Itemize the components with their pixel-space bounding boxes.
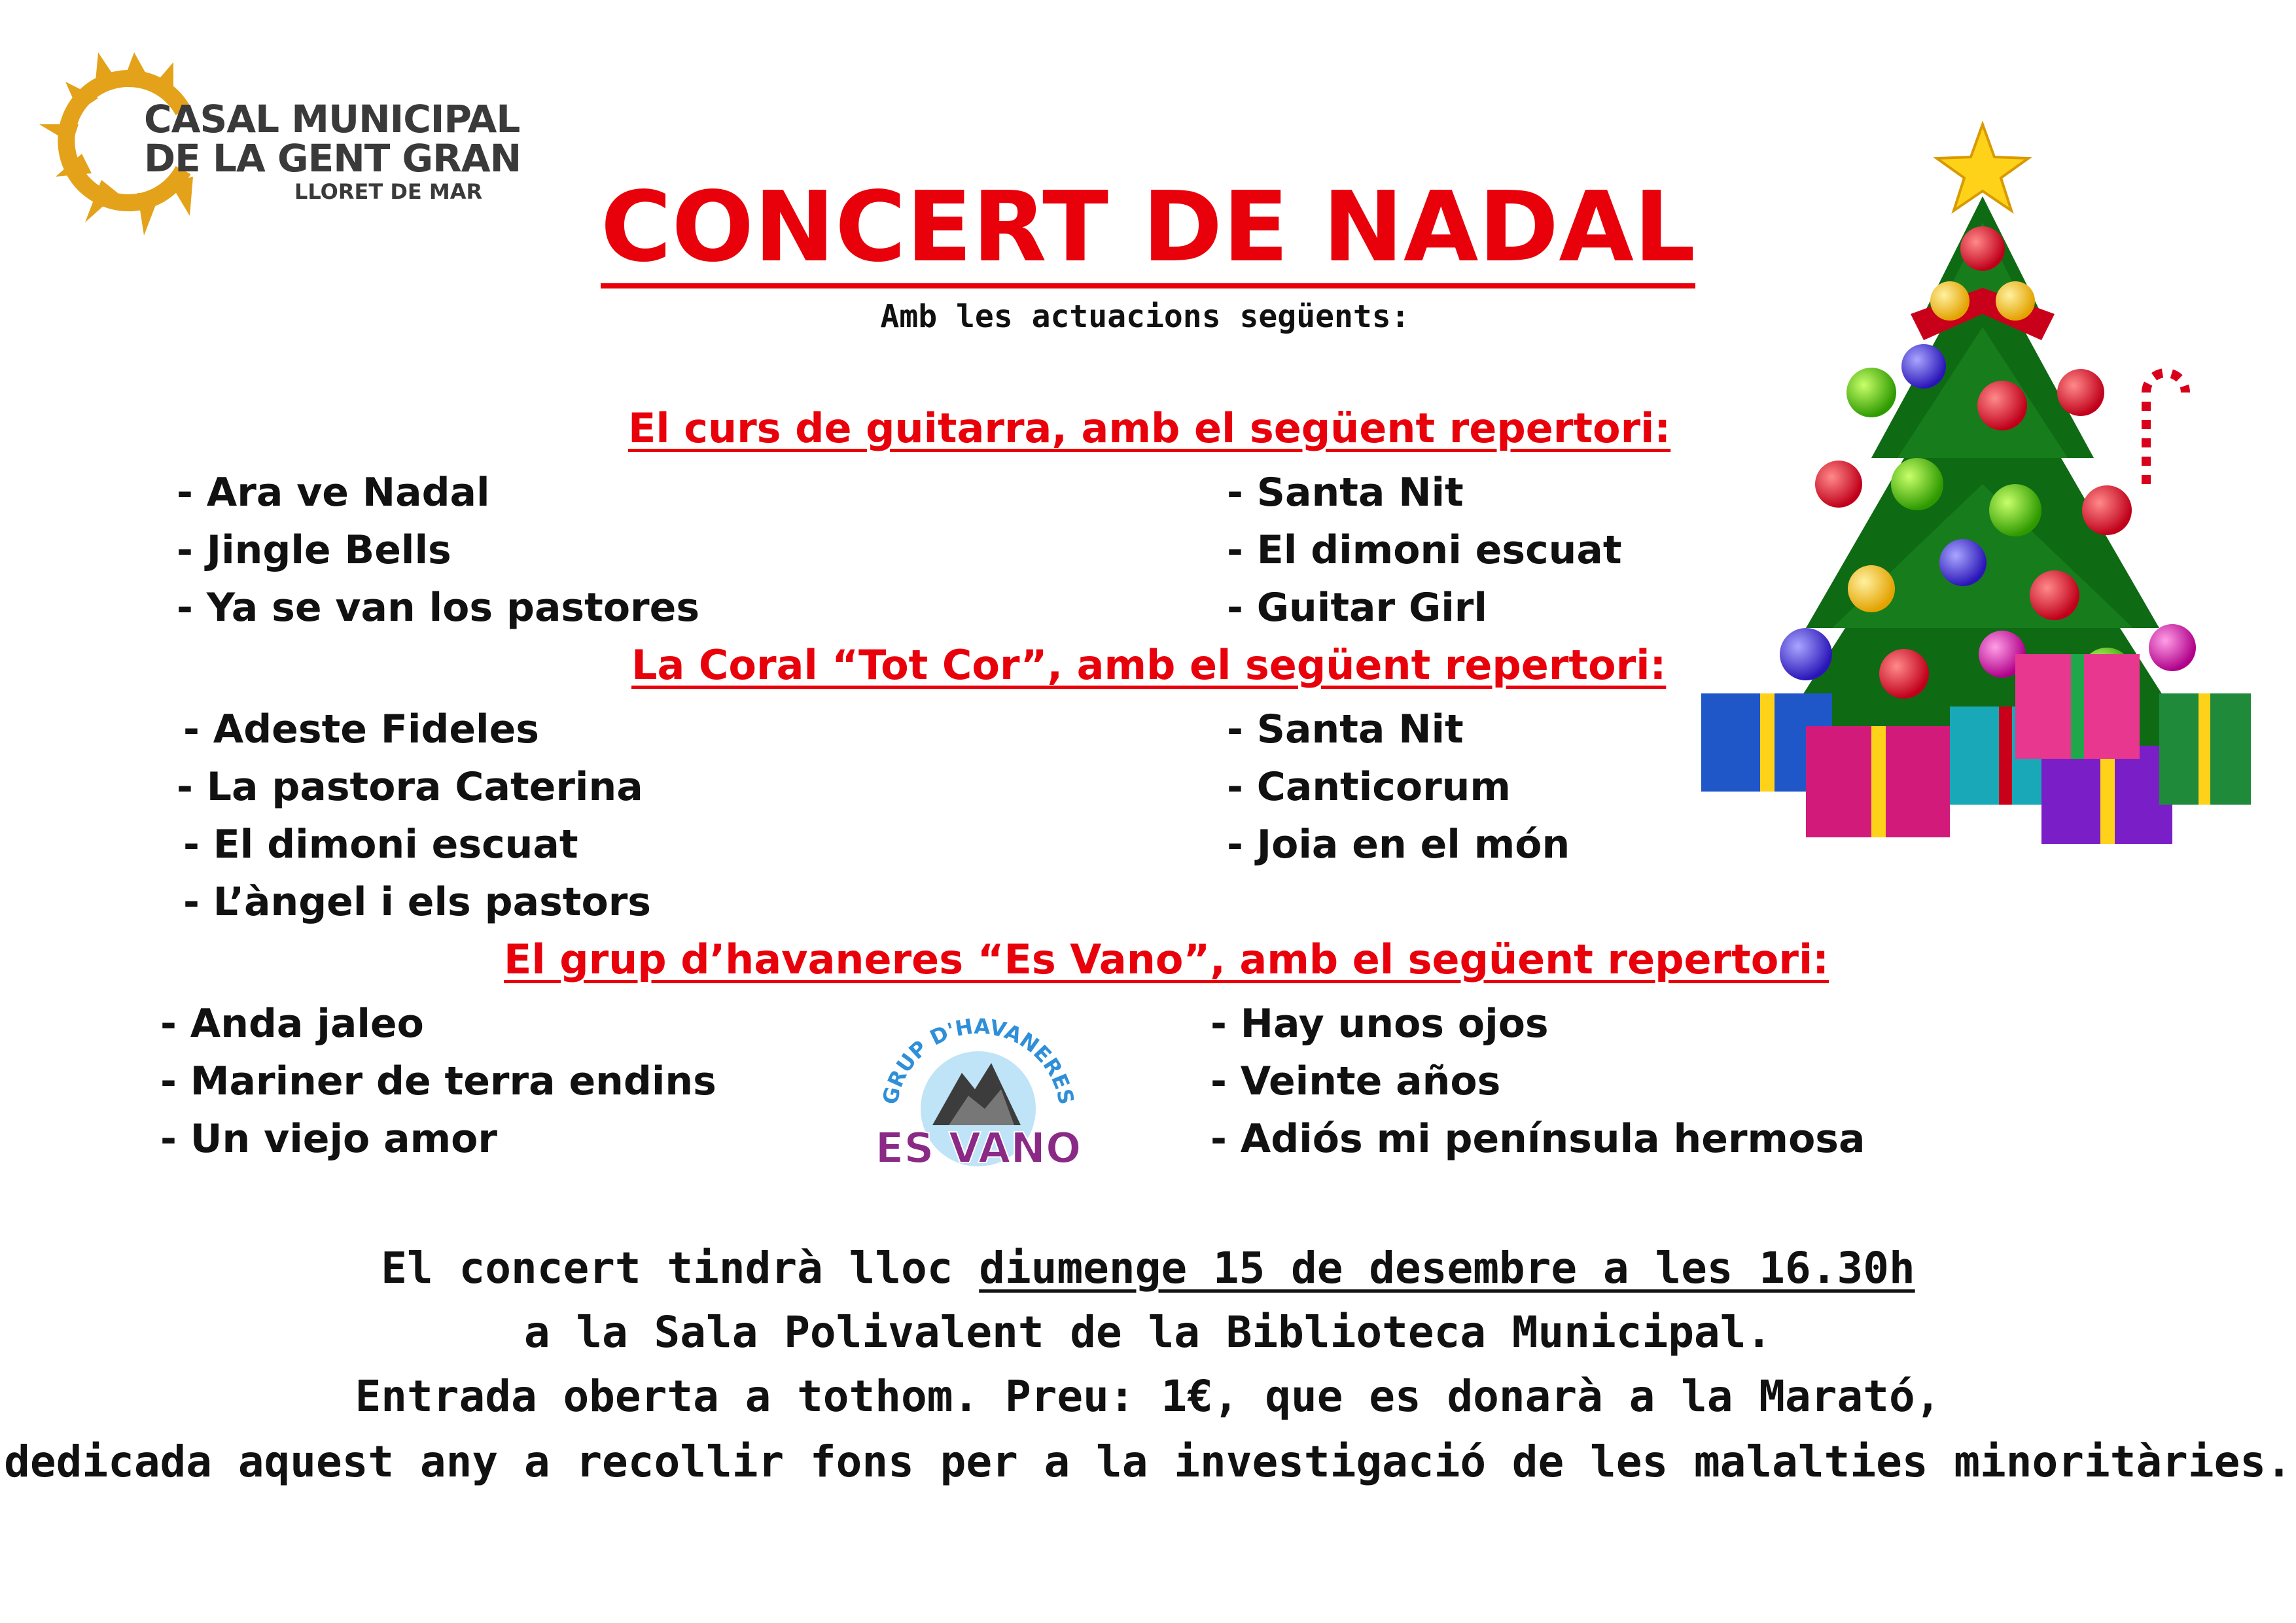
- footer-line-1: [0, 1243, 2296, 1293]
- guitar-left-item: - Ara ve Nadal: [177, 470, 490, 515]
- coral-right-item: - Joia en el món: [1227, 822, 1570, 867]
- havaneres-left-item: - Anda jaleo: [160, 1001, 424, 1047]
- es-vano-name: ES VANO: [875, 1125, 1082, 1173]
- section-heading-guitar: El curs de guitarra, amb el següent repertori:: [628, 404, 1671, 452]
- footer-date: diumenge 15 de desembre a les 16.30h: [979, 1243, 1915, 1293]
- footer-line-3: Entrada oberta a tothom. Preu: 1€, que es donarà a la Marató,: [355, 1371, 1941, 1422]
- coral-right-item: - Canticorum: [1227, 764, 1511, 810]
- logo-line-1: CASAL MUNICIPAL: [144, 97, 520, 141]
- footer-line-2: a la Sala Polivalent de la Biblioteca Municipal.: [523, 1307, 1773, 1357]
- coral-right-item: - Santa Nit: [1227, 707, 1464, 752]
- logo-line-3: LLORET DE MAR: [294, 179, 483, 204]
- footer-line-1-prefix: El concert tindrà lloc: [381, 1243, 980, 1293]
- section-heading-coral: La Coral “Tot Cor”, amb el següent repertori:: [631, 641, 1667, 689]
- havaneres-right-item: - Adiós mi península hermosa: [1210, 1116, 1865, 1162]
- havaneres-left-item: - Un viejo amor: [160, 1116, 497, 1162]
- havaneres-left-item: - Mariner de terra endins: [160, 1058, 716, 1104]
- coral-left-item: - L’àngel i els pastors: [183, 879, 651, 925]
- guitar-right-item: - El dimoni escuat: [1227, 527, 1622, 573]
- havaneres-right-item: - Veinte años: [1210, 1058, 1501, 1104]
- guitar-left-item: - Ya se van los pastores: [177, 585, 700, 631]
- guitar-right-item: - Santa Nit: [1227, 470, 1464, 515]
- coral-left-item: - El dimoni escuat: [183, 822, 578, 867]
- havaneres-right-item: - Hay unos ojos: [1210, 1001, 1549, 1047]
- logo-line-2: DE LA GENT GRAN: [144, 136, 521, 181]
- guitar-right-item: - Guitar Girl: [1227, 585, 1487, 631]
- christmas-tree-icon: [1675, 118, 2264, 864]
- footer-line-4: dedicada aquest any a recollir fons per a la investigació de les malalties minoritàries.: [4, 1437, 2292, 1487]
- page-subtitle: Amb les actuacions següents:: [880, 298, 1410, 335]
- coral-left-item: - Adeste Fideles: [183, 707, 540, 752]
- page-title-text: CONCERT DE NADAL: [601, 171, 1695, 288]
- es-vano-arc-textpath: GRUP D'HAVANERES: [877, 1013, 1079, 1107]
- christmas-tree-image: [1675, 118, 2264, 864]
- es-vano-emblem-icon: [870, 1011, 1086, 1174]
- guitar-left-item: - Jingle Bells: [177, 527, 451, 573]
- es-vano-logo: [870, 1011, 1086, 1174]
- section-heading-havaneres: El grup d’havaneres “Es Vano”, amb el següent repertori:: [504, 935, 1829, 983]
- coral-left-item: - La pastora Caterina: [177, 764, 643, 810]
